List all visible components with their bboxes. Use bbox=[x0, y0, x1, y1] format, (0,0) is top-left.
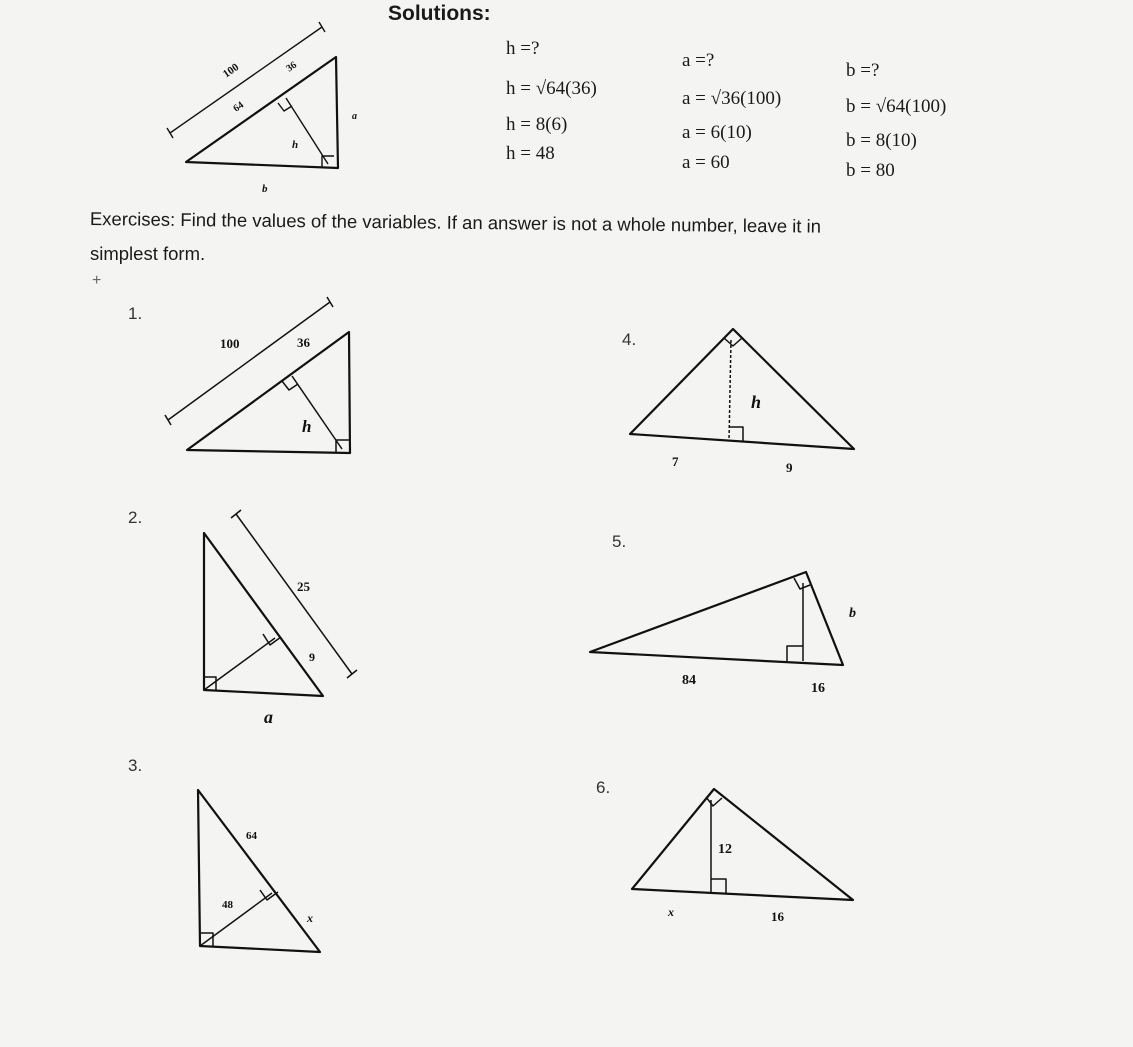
exercise-6-right-angle-mark bbox=[706, 797, 722, 806]
exercise-5-right-angle-foot bbox=[787, 646, 803, 661]
exercise-number-1: 1. bbox=[128, 304, 143, 323]
exercise-2-label-hyp: 25 bbox=[297, 579, 310, 594]
a-step-3: a = 6(10) bbox=[682, 122, 752, 143]
h-step-2: h = √64(36) bbox=[506, 78, 597, 99]
solution-label-a: a bbox=[352, 111, 357, 122]
solution-label-alt: h bbox=[292, 139, 299, 151]
a-step-1: a =? bbox=[682, 50, 715, 71]
b-step-1: b =? bbox=[846, 60, 880, 81]
exercise-1-label-hyp: 100 bbox=[220, 336, 240, 351]
exercise-5-label-b: b bbox=[849, 606, 856, 621]
b-step-2: b = √64(100) bbox=[846, 96, 947, 117]
solution-figure bbox=[167, 22, 338, 168]
solution-label-seg2: 36 bbox=[284, 59, 299, 75]
exercise-4-right-angle-mark bbox=[724, 338, 742, 346]
exercise-5-triangle bbox=[590, 572, 843, 665]
b-step-3: b = 8(10) bbox=[846, 130, 917, 151]
solution-label-b: b bbox=[262, 183, 268, 195]
solutions-heading: Solutions: bbox=[388, 2, 491, 25]
instructions-line-1: Exercises: Find the values of the variables. If an answer is not a whole number, leave it in bbox=[89, 208, 822, 237]
plus-mark: + bbox=[92, 272, 102, 289]
exercise-5-figure bbox=[590, 572, 843, 665]
exercise-2-label-a: a bbox=[264, 707, 273, 727]
exercise-2-triangle bbox=[204, 533, 323, 696]
exercise-4-figure bbox=[630, 329, 854, 449]
h-step-3: h = 8(6) bbox=[506, 114, 568, 135]
exercise-4-label-seg1: 7 bbox=[672, 454, 679, 469]
exercise-3-triangle bbox=[198, 790, 320, 952]
exercise-3-label-x: x bbox=[307, 911, 313, 925]
exercise-number-4: 4. bbox=[622, 330, 637, 349]
exercise-4-triangle bbox=[630, 329, 854, 449]
exercise-2-figure bbox=[204, 510, 357, 696]
exercise-4-altitude bbox=[729, 340, 731, 441]
exercise-3-label-hyp: 64 bbox=[246, 830, 257, 842]
instructions-line-2: simplest form. bbox=[90, 243, 206, 264]
exercise-1-figure bbox=[165, 297, 350, 453]
exercise-4-label-seg2: 9 bbox=[786, 460, 793, 475]
exercise-6-triangle bbox=[632, 789, 853, 900]
exercise-3-label-alt: 48 bbox=[222, 899, 233, 911]
exercise-6-figure bbox=[632, 789, 853, 900]
exercise-1-dimension-line bbox=[168, 302, 330, 420]
exercise-4-right-angle-foot bbox=[729, 427, 743, 441]
exercise-3-figure bbox=[198, 790, 320, 952]
exercise-6-label-alt: 12 bbox=[718, 842, 732, 857]
exercise-6-label-seg: 16 bbox=[771, 909, 784, 924]
h-step-1: h =? bbox=[506, 38, 540, 59]
a-step-2: a = √36(100) bbox=[682, 88, 782, 109]
exercise-1-label-h: h bbox=[302, 417, 312, 436]
solution-triangle bbox=[186, 57, 338, 168]
b-step-4: b = 80 bbox=[846, 160, 895, 181]
a-step-4: a = 60 bbox=[682, 152, 730, 173]
solution-dim-tick-1 bbox=[167, 128, 173, 138]
exercise-5-right-angle-mark bbox=[794, 578, 810, 589]
solution-label-hyp: 100 bbox=[220, 61, 242, 81]
exercise-number-5: 5. bbox=[612, 532, 627, 551]
exercise-1-label-seg: 36 bbox=[297, 335, 310, 350]
exercise-4-label-h: h bbox=[751, 392, 762, 412]
exercise-1-dim-tick-2 bbox=[327, 297, 333, 307]
exercise-number-3: 3. bbox=[128, 756, 143, 775]
exercise-5-label-seg2: 16 bbox=[811, 681, 825, 696]
exercise-2-label-seg: 9 bbox=[309, 650, 315, 664]
exercise-1-altitude bbox=[292, 376, 342, 449]
exercise-2-dim-tick-2 bbox=[347, 670, 357, 678]
exercise-3-altitude bbox=[200, 893, 272, 946]
exercise-6-label-x: x bbox=[668, 905, 674, 919]
solution-label-seg1: 64 bbox=[231, 99, 246, 115]
exercise-1-triangle bbox=[187, 332, 350, 453]
exercise-number-2: 2. bbox=[128, 508, 143, 527]
solution-altitude bbox=[286, 98, 328, 164]
exercise-2-dimension-line bbox=[236, 514, 352, 674]
exercise-2-altitude bbox=[204, 638, 275, 690]
exercise-2-dim-tick-1 bbox=[231, 510, 241, 518]
exercise-5-label-seg1: 84 bbox=[682, 673, 696, 688]
h-step-4: h = 48 bbox=[506, 143, 555, 164]
solution-dimension-line bbox=[170, 27, 322, 133]
exercise-6-right-angle-foot bbox=[711, 879, 726, 893]
exercise-1-dim-tick-1 bbox=[165, 415, 171, 425]
solution-dim-tick-2 bbox=[319, 22, 325, 32]
exercise-number-6: 6. bbox=[596, 778, 611, 797]
